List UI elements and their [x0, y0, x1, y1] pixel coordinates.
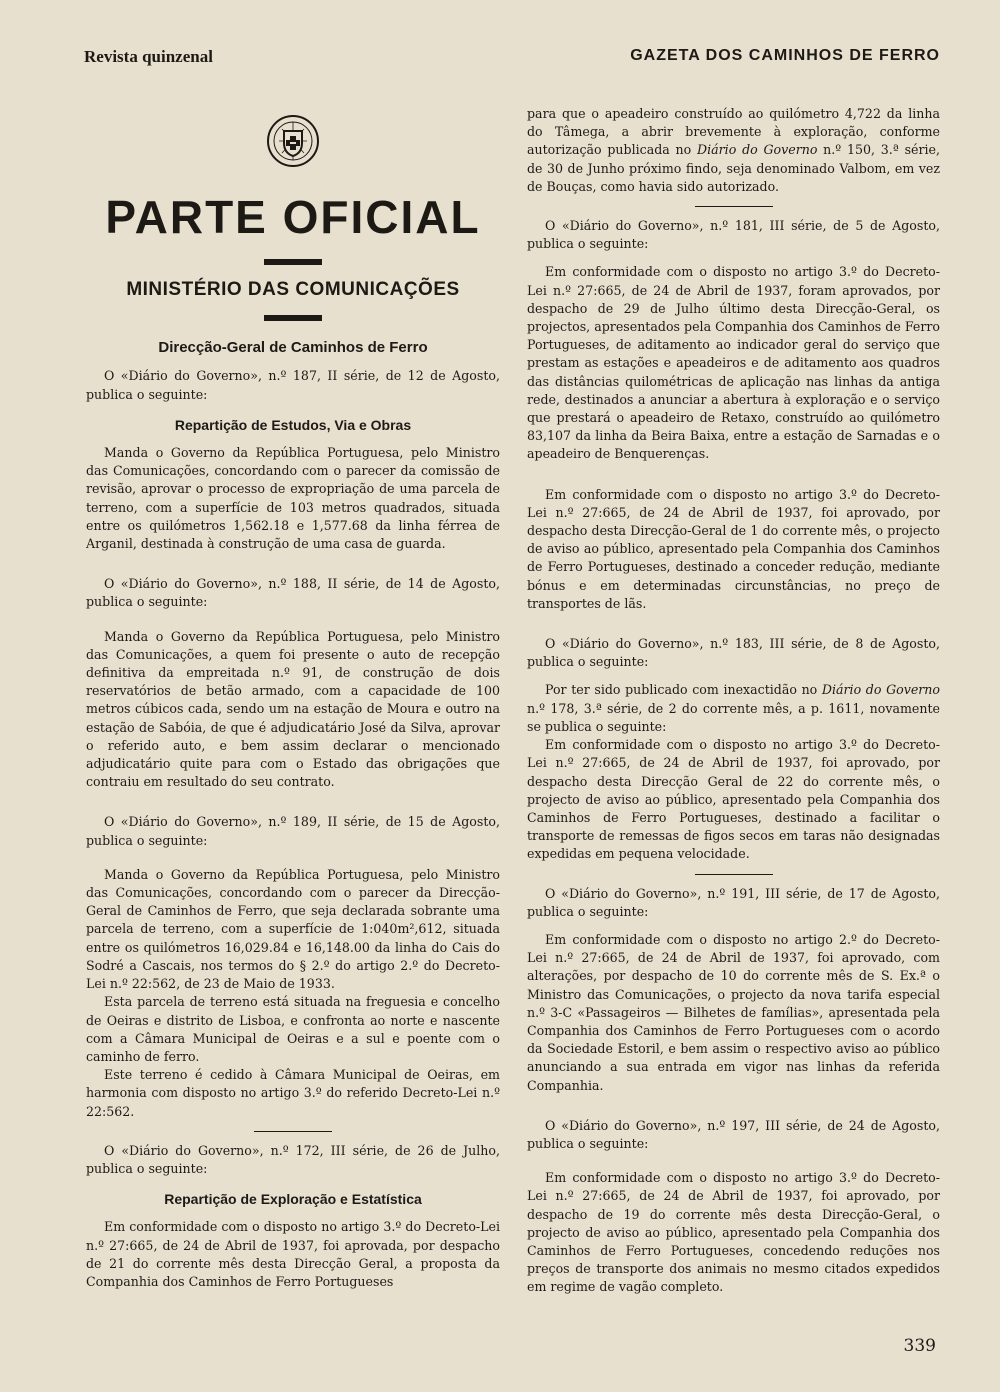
page-number: 339 [903, 1336, 936, 1356]
paragraph: O «Diário do Governo», n.º 172, III série, de 26 de Julho, publica o seguinte: [86, 1142, 500, 1176]
ministry-heading: MINISTÉRIO DAS COMUNICAÇÕES [126, 279, 460, 300]
paragraph: O «Diário do Governo», n.º 183, III série, de 8 de Agosto, publica o seguinte: [527, 636, 940, 670]
reparticao-heading: Repartição de Estudos, Via e Obras [174, 416, 412, 433]
coat-of-arms-icon [265, 111, 321, 171]
paragraph: O «Diário do Governo», n.º 181, III série, de 5 de Agosto, publica o seguinte: [527, 218, 940, 252]
paragraph: O «Diário do Governo», n.º 187, II série, de 12 de Agosto, publica o seguinte: [86, 368, 500, 402]
paragraph: Em conformidade com o disposto no artigo 3.º do Decreto-Lei n.º 27:665, de 24 de Abril de 1937, foi aprovado, por despacho de 19 do corrente mês desta Direcção-Geral, o projecto de aviso ao público, apresentado pela Companhia dos Caminhos de Ferro Portugueses, concedendo reduções nos preços de transporte dos animais no mesmo citados expedidos em regime de vagão completo. [527, 1170, 940, 1295]
divider-bar [264, 315, 322, 321]
paragraph: O «Diário do Governo», n.º 188, II série, de 14 de Agosto, publica o seguinte: [86, 576, 500, 610]
running-header-right: GAZETA DOS CAMINHOS DE FERRO [630, 47, 940, 64]
paragraph: Em conformidade com o disposto no artigo 3.º do Decreto-Lei n.º 27:665, de 24 de Abril de 1937, foi aprovada, por despacho de 21 do corrente mês desta Direcção Geral, a proposta da Companhia dos Caminhos de Ferro Portugueses [86, 1219, 500, 1289]
paragraph: Este terreno é cedido à Câmara Municipal de Oeiras, em harmonia com disposto no artigo 3.º do referido Decreto-Lei n.º 22:562. [86, 1067, 500, 1119]
reparticao-heading: Repartição de Exploração e Estatística [164, 1191, 422, 1208]
paragraph: Manda o Governo da República Portuguesa, pelo Ministro das Comunicações, a quem foi presente o auto de recepção definitiva da empreitada n.º 91, de construção de dois reservatórios de betão armado, com a capacidade de 100 metros cúbicos cada, sendo um na estação de Moura e outro na estação de Sabóia, de que é adjudicatário José da Silva, aprovar o referido auto, e bem assim declarar o mencionado adjudicatário quite para com o Estado das obrigações que contraiu em resultado do seu contrato. [86, 628, 500, 790]
direccao-heading: Direcção-Geral de Caminhos de Ferro [158, 339, 428, 357]
paragraph: para que o apeadeiro construído ao quilómetro 4,722 da linha do Tâmega, a abrir brevemente à exploração, conforme autorização publicada no Diário do Governo n.º 150, 3.ª série, de 30 de Junho próximo findo, seja denominado Valbom, em vez de Bouças, como havia sido autorizado. [527, 106, 940, 194]
section-title: PARTE OFICIAL [105, 191, 481, 243]
divider-rule [695, 206, 773, 207]
paragraph: Em conformidade com o disposto no artigo 3.º do Decreto-Lei n.º 27:665, de 24 de Abril de 1937, foram aprovados, por despacho de 29 de Julho último desta Direcção-Geral, os projectos, apresentados pela Companhia dos Caminhos de Ferro Portugueses, de aditamento ao indicador geral do serviço que prestam as estações e apeadeiros e de aditamento aos quadros das distâncias quilométricas de aplicação nas linhas da antiga rede, destinados a anunciar a abertura à exploração e o serviço que prestará o apeadeiro de Retaxo, construído ao quilómetro 83,107 da linha da Beira Baixa, entre a estação de Sarnadas e o apeadeiro de Benquerenças. [527, 264, 940, 462]
paragraph: Esta parcela de terreno está situada na freguesia e concelho de Oeiras e distrito de Lisboa, e confronta ao norte e nascente com a Câmara Municipal de Oeiras e a sul e poente com o caminho de ferro. [86, 994, 500, 1064]
left-column [86, 105, 500, 1291]
paragraph: O «Diário do Governo», n.º 189, II série, de 15 de Agosto, publica o seguinte: [86, 814, 500, 848]
paragraph: Em conformidade com o disposto no artigo 3.º do Decreto-Lei n.º 27:665, de 24 de Abril de 1937, foi aprovado, por despacho desta Direcção-Geral de 1 do corrente mês, o projecto de aviso ao público, apresentado pela Companhia dos Caminhos de Ferro Portugueses, destinado a conceder redução, mediante bónus e em determinadas circunstâncias, no preço de transportes de lãs. [527, 486, 940, 611]
paragraph: Manda o Governo da República Portuguesa, pelo Ministro das Comunicações, concordando com o parecer da Direcção-Geral de Caminhos de Ferro, que seja declarada sobrante uma parcela de terreno, com a superfície de 1:040m²,612, situada entre os quilómetros 16,029.84 e 16,148.00 da linha do Cais do Sodré a Cascais, nos termos do § 2.º do artigo 2.º do Decreto-Lei n.º 22:562, de 23 de Maio de 1933. [86, 866, 500, 992]
paragraph: Manda o Governo da República Portuguesa, pelo Ministro das Comunicações, concordando com o parecer da comissão de revisão, aprovar o processo de expropriação de uma parcela de terreno, com a superfície de 103 metros quadrados, situada entre os quilómetros 1,562.18 e 1,577.68 da linha férrea de Arganil, destinada à construção de uma casa de guarda. [86, 445, 500, 552]
paragraph: O «Diário do Governo», n.º 197, III série, de 24 de Agosto, publica o seguinte: [527, 1117, 940, 1151]
paragraph: O «Diário do Governo», n.º 191, III série, de 17 de Agosto, publica o seguinte: [527, 885, 940, 919]
paragraph: Em conformidade com o disposto no artigo 3.º do Decreto-Lei n.º 27:665, de 24 de Abril de 1937, foi aprovado, por despacho desta Direcção Geral de 22 do corrente mês, o projecto de aviso ao público, apresentado pela Companhia dos Caminhos de Ferro Portugueses, destinado a facilitar o transporte de remessas de figos secos em taras não designadas expedidas em pequena velocidade. [527, 737, 940, 862]
divider-bar [264, 259, 322, 265]
running-header-left: Revista quinzenal [84, 47, 213, 66]
divider-rule [695, 874, 773, 875]
right-column [527, 105, 940, 1297]
paragraph: Em conformidade com o disposto no artigo 2.º do Decreto-Lei n.º 27:665, de 24 de Abril de 1937, foi aprovado, com alterações, por despacho de 10 do corrente mês de S. Ex.ª o Ministro das Comunicações, o projecto da nova tarifa especial n.º 3-C «Passageiros — Bilhetes de famílias», apresentada pela Companhia dos Caminhos de Ferro Portugueses com o acordo da Sociedade Estoril, e bem assim o respectivo aviso ao público anunciando a sua entrada em vigor nas linhas da referida Companhia. [527, 931, 940, 1093]
paragraph: Por ter sido publicado com inexactidão no Diário do Governo n.º 178, 3.ª série, de 2 do corrente mês, a p. 1611, novamente se publica o seguinte: [527, 682, 940, 734]
divider-rule [254, 1131, 332, 1132]
